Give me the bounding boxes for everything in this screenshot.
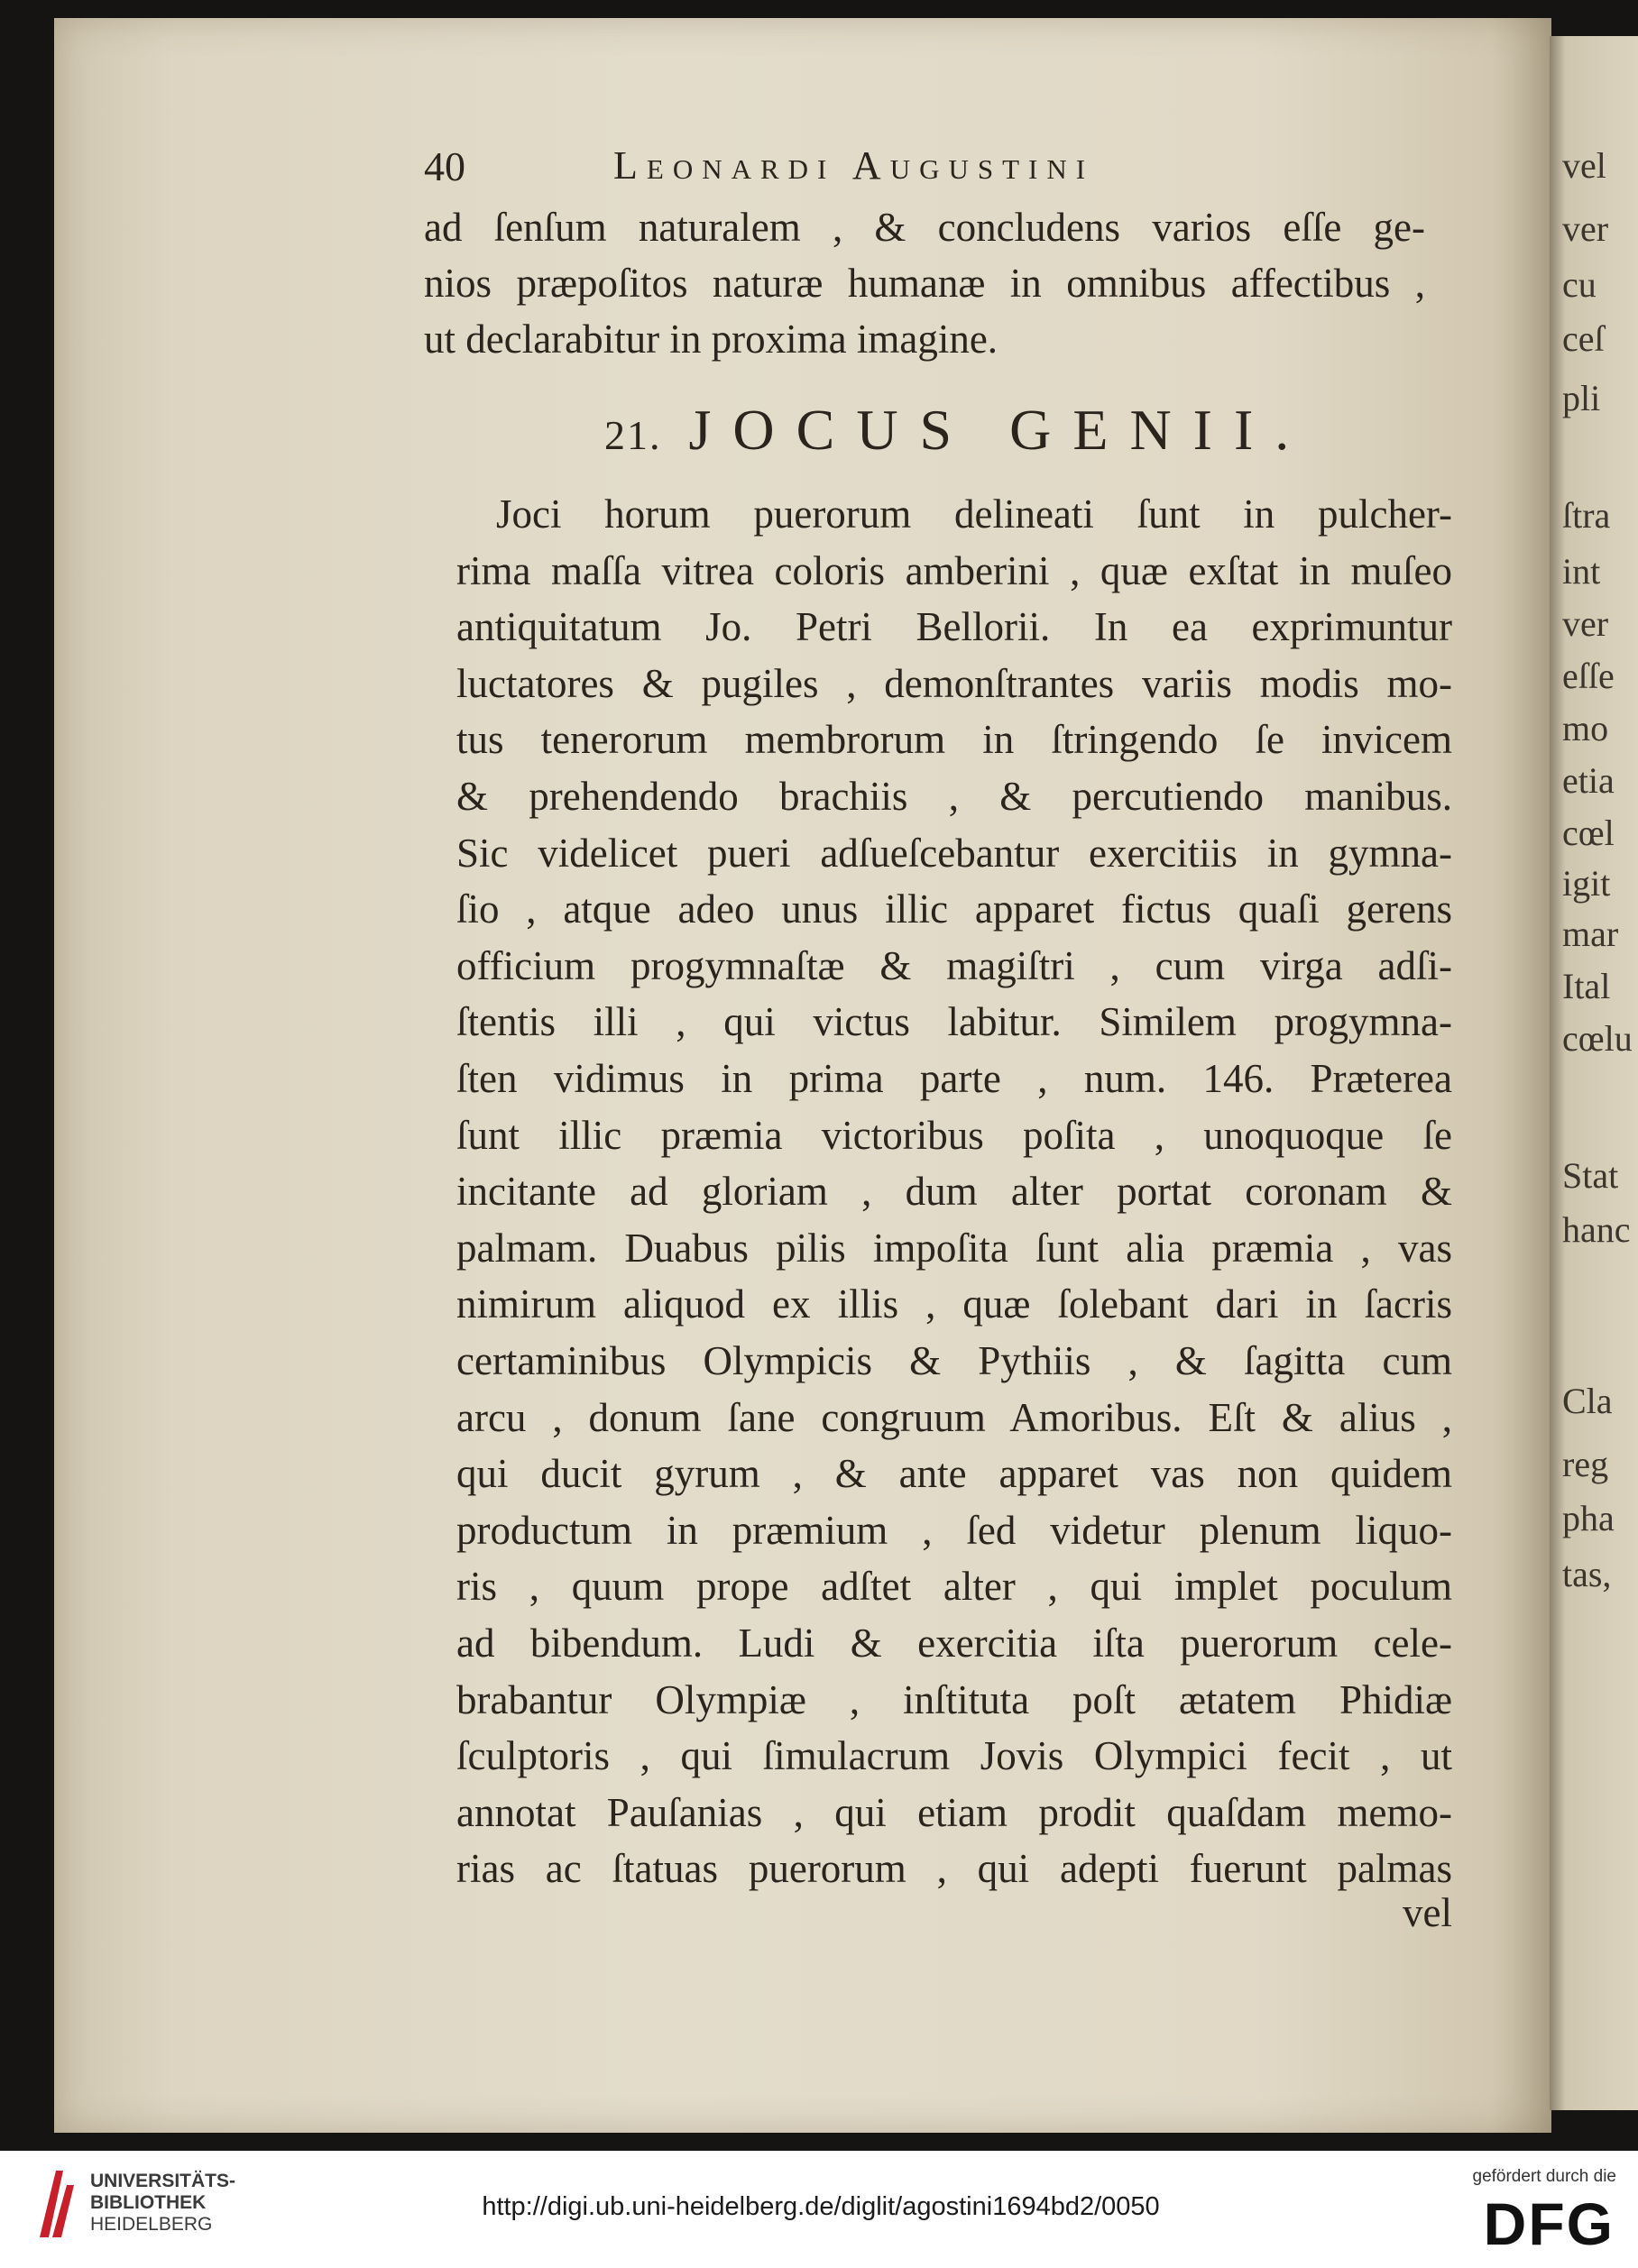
- running-title: Leonardi Augustini: [613, 143, 1095, 188]
- text-line: nios præpoſitos naturæ humanæ in omnibus affectibus ,: [424, 261, 1425, 306]
- funding-note: gefördert durch die: [1472, 2167, 1616, 2186]
- text-line: ſculptoris , qui ſimulacrum Jovis Olympici fecit , ut: [456, 1733, 1452, 1779]
- facing-page-fragment: ver: [1562, 603, 1609, 644]
- text-line: luctatores & pugiles , demonſtrantes variis modis mo-: [456, 660, 1452, 706]
- facing-page-fragment: mo: [1562, 708, 1609, 748]
- university-library-logo-icon: [36, 2167, 79, 2239]
- institution-line: UNIVERSITÄTS-: [90, 2171, 236, 2191]
- text-line: ad ſenſum naturalem , & concludens varios eſſe ge-: [424, 205, 1425, 250]
- text-line: tus tenerorum membrorum in ſtringendo ſe invicem: [456, 717, 1452, 763]
- facing-page-fragment: pha: [1562, 1498, 1615, 1538]
- facing-page-fragment: ceſ: [1562, 318, 1605, 359]
- text-line: officium progymnaſtæ & magiſtri , cum virga adſi-: [456, 942, 1452, 988]
- text-line: antiquitatum Jo. Petri Bellorii. In ea exprimuntur: [456, 604, 1452, 650]
- text-line: qui ducit gyrum , & ante apparet vas non quidem: [456, 1451, 1452, 1497]
- text-line: Sic videlicet pueri adſueſcebantur exercitiis in gymna-: [456, 830, 1452, 876]
- dfg-logo: DFG: [1483, 2190, 1615, 2257]
- facing-page-fragment: cu: [1562, 264, 1597, 305]
- facing-page-fragment: vel: [1562, 145, 1606, 186]
- facing-page-fragment: eſſe: [1562, 656, 1615, 696]
- text-line: nimirum aliquod ex illis , quæ ſolebant dari in ſacris: [456, 1281, 1452, 1327]
- text-line: ſtentis illi , qui victus labitur. Similem progymna-: [456, 999, 1452, 1045]
- institution-name: [90, 2171, 235, 2236]
- facing-page-fragment: hanc: [1562, 1209, 1631, 1250]
- section-number: 21.: [604, 412, 662, 458]
- facing-page-fragment: cœlu: [1562, 1018, 1633, 1059]
- text-line: arcu , donum ſane congruum Amoribus. Eſt & alius ,: [456, 1394, 1452, 1440]
- text-line: ris , quum prope adſtet alter , qui implet poculum: [456, 1564, 1452, 1610]
- institution-line: HEIDELBERG: [90, 2214, 213, 2235]
- text-line: palmam. Duabus pilis impoſita ſunt alia præmia , vas: [456, 1225, 1452, 1271]
- institution-line: BIBLIOTHEK: [90, 2192, 207, 2213]
- source-url-link[interactable]: http://digi.ub.uni-heidelberg.de/diglit/agostini1694bd2/0050: [482, 2192, 1160, 2221]
- text-line: rias ac ſtatuas puerorum , qui adepti fuerunt palmas: [456, 1846, 1452, 1892]
- facing-page-fragment: pli: [1562, 378, 1601, 418]
- text-line: Joci horum puerorum delineati ſunt in pulcher-: [496, 491, 1452, 537]
- text-line: certaminibus Olympicis & Pythiis , & ſagitta cum: [456, 1338, 1452, 1383]
- facing-page-fragment: mar: [1562, 914, 1619, 954]
- facing-page-fragment: reg: [1562, 1444, 1609, 1484]
- section-title: JOCUS GENII.: [688, 398, 1311, 462]
- facing-page-fragment: Stat: [1562, 1155, 1619, 1196]
- text-line: & prehendendo brachiis , & percutiendo manibus.: [456, 774, 1452, 819]
- facing-page-fragment: ver: [1562, 208, 1609, 249]
- text-line: ſio , atque adeo unus illic apparet fictus quaſi gerens: [456, 886, 1452, 932]
- running-head: [424, 142, 1443, 197]
- facing-page-fragment: etia: [1562, 760, 1615, 801]
- text-line: ſunt illic præmia victoribus poſita , unoquoque ſe: [456, 1112, 1452, 1158]
- text-line: rima maſſa vitrea coloris amberini , quæ exſtat in muſeo: [456, 547, 1452, 593]
- section-heading: [604, 397, 1311, 464]
- footer-bar: [0, 2151, 1638, 2268]
- facing-page-fragment: cœl: [1562, 813, 1615, 853]
- page-number: 40: [424, 143, 465, 189]
- facing-page-fragment: tas,: [1562, 1554, 1612, 1594]
- facing-page-fragment: Cla: [1562, 1381, 1613, 1421]
- text-line: ut declarabitur in proxima imagine.: [424, 317, 998, 362]
- facing-page-edge: [1550, 36, 1638, 2110]
- text-line: ad bibendum. Ludi & exercitia iſta puerorum cele-: [456, 1621, 1452, 1666]
- text-line: brabantur Olympiæ , inſtituta poſt ætatem Phidiæ: [456, 1676, 1452, 1722]
- facing-page-fragment: int: [1562, 551, 1601, 592]
- text-line: annotat Pauſanias , qui etiam prodit quaſdam memo-: [456, 1789, 1452, 1835]
- facing-page-fragment: Ital: [1562, 966, 1611, 1006]
- text-line: incitante ad gloriam , dum alter portat coronam &: [456, 1169, 1452, 1215]
- catchword: vel: [1403, 1890, 1452, 1935]
- text-line: productum in præmium , ſed videtur plenum liquo-: [456, 1507, 1452, 1553]
- facing-page-fragment: ſtra: [1562, 495, 1611, 536]
- text-line: ſten vidimus in prima parte , num. 146. Præterea: [456, 1056, 1452, 1101]
- facing-page-fragment: igit: [1562, 863, 1611, 904]
